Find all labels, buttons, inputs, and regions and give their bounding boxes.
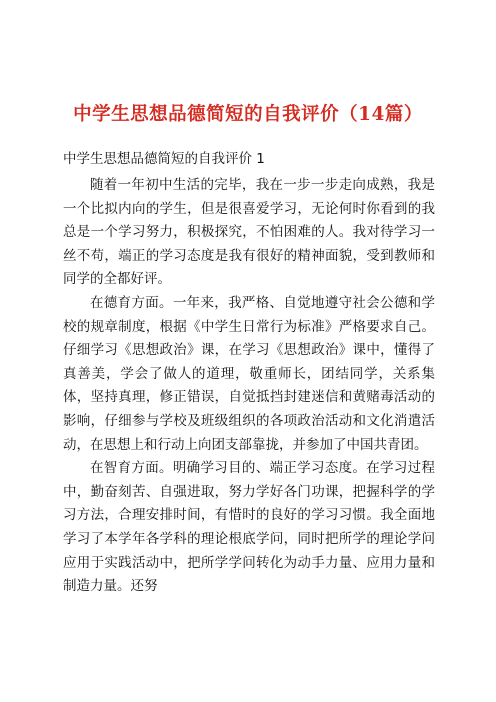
- section-heading: 中学生思想品德简短的自我评价 1: [63, 151, 265, 167]
- paragraph-2: 在德育方面。一年来，我严格、自觉地遵守社会公德和学校的规章制度，根据《中学生日常行为标准》严格要求自己。仔细学习《思想政治》课，在学习《思想政治》课中，懂得了真善美，学会了做人的道理，敬重师长，团结同学，关系集体，坚持真理，修正错误，自觉抵挡封建迷信和黄赌毒活动的影响，仔细参与学校及班级组织的各项政治活动和文化消遣活动，在思想上和行动上向团支部靠拢，并参加了中国共青团。: [63, 294, 435, 453]
- paragraph-1: 随着一年初中生活的完毕，我在一步一步走向成熟，我是一个比拟内向的学生，但是很喜爱学习，无论何时你看到的我总是一个学习努力，积极探究，不怕困难的人。我对待学习一丝不苟，端正的学习态度是我有很好的精神面貌，受到教师和同学的全都好评。: [63, 177, 435, 288]
- paragraph-3: 在智育方面。明确学习目的、端正学习态度。在学习过程中，勤奋刻苦、自强进取，努力学好各门功课，把握科学的学习方法，合理安排时间，有惜时的良好的学习习惯。我全面地学习了本学年各学科的理论根底学问，同时把所学的理论学问应用于实践活动中，把所学学问转化为动手力量、应用力量和制造力量。还努: [63, 460, 435, 595]
- document-title: 中学生思想品德简短的自我评价（14篇）: [73, 104, 423, 125]
- document-body: [63, 174, 435, 599]
